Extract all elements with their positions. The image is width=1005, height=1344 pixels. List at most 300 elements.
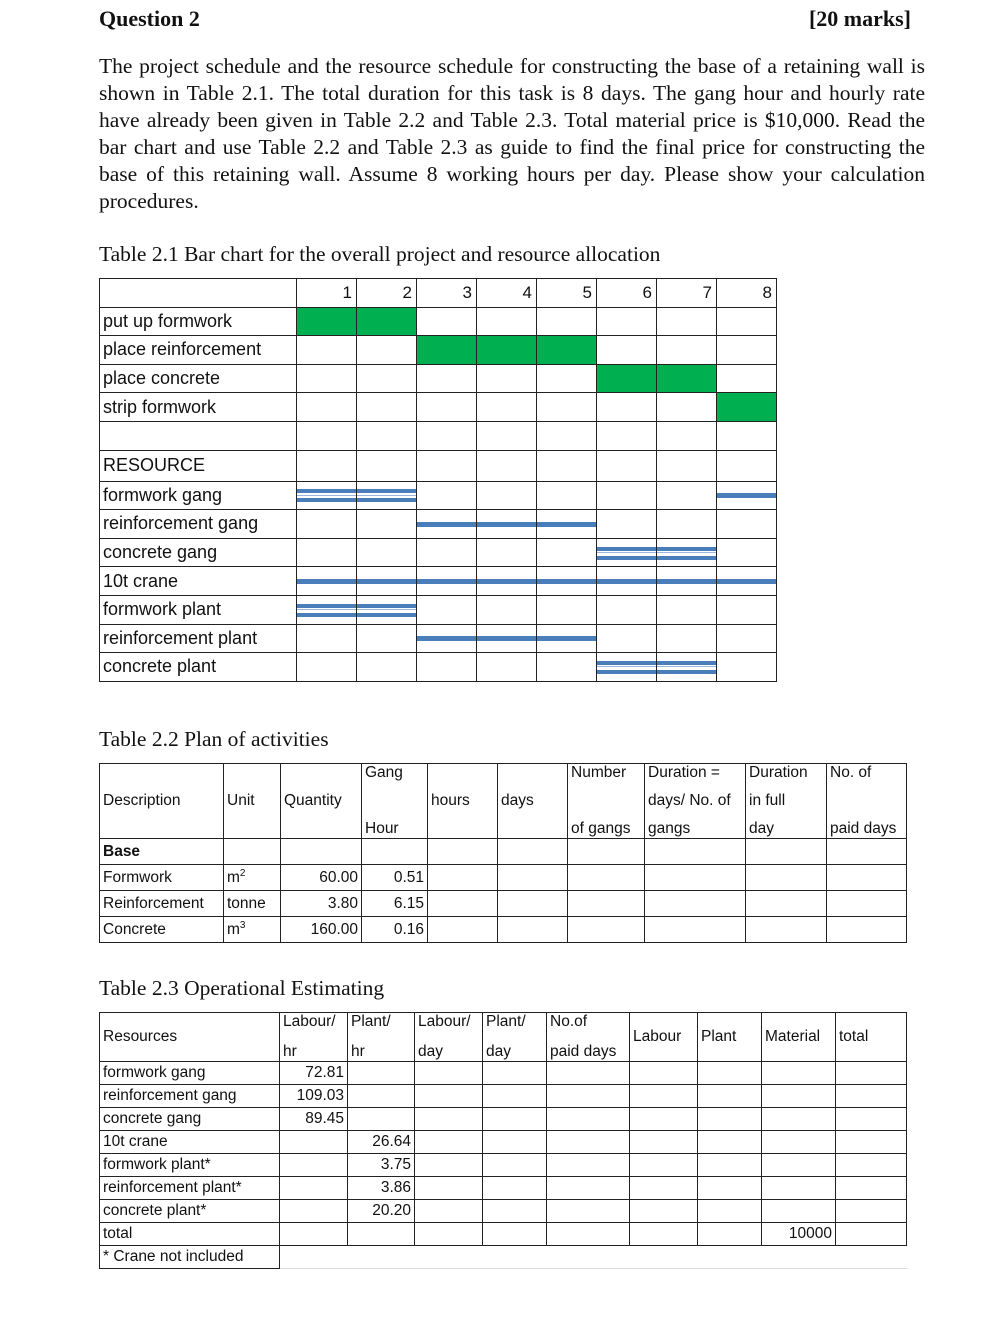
resource-cell-day-2 [357,595,417,624]
resource-row [100,510,777,539]
empty-cell [498,917,568,943]
empty-cell [762,1108,836,1131]
empty-cell [537,653,597,682]
activity-bar-day-6 [597,364,657,393]
empty-cell [657,510,717,539]
empty-cell [537,450,597,481]
empty-cell [417,307,477,336]
resource-row-label: concrete gang [100,538,297,567]
empty-cell [836,1177,907,1200]
empty-cell [630,1062,698,1085]
row-resource: reinforcement gang [100,1085,280,1108]
resource-cell-day-7 [657,653,717,682]
empty-cell [717,364,777,393]
header-quantity: Quantity [281,764,362,839]
resource-bar [657,547,717,560]
empty-cell [630,1200,698,1223]
row-plant-hr [348,1062,415,1085]
empty-cell [537,307,597,336]
row-plant-hr: 20.20 [348,1200,415,1223]
empty-cell [297,538,357,567]
resource-bar [657,661,717,674]
header-plant: Plant [698,1013,762,1062]
day-number: 5 [537,279,597,308]
empty-cell [698,1200,762,1223]
empty-cell [568,917,645,943]
empty-cell [836,1108,907,1131]
activity-bar-day-2 [357,307,417,336]
empty-cell [597,595,657,624]
row-description: Formwork [100,865,224,891]
empty-cell [630,1085,698,1108]
resource-bar [417,522,477,527]
table22-caption: Table 2.2 Plan of activities [99,727,329,751]
total-label: total [100,1223,280,1246]
empty-cell [280,1223,348,1246]
resource-cell-day-2 [357,481,417,510]
row-description: Reinforcement [100,891,224,917]
resource-bar [297,489,357,502]
empty-cell [537,421,597,450]
table22-header-row [100,764,907,839]
section-label: Base [100,839,224,865]
resource-cell-day-8 [717,481,777,510]
header-gang-hour: Gang Hour [362,764,428,839]
resource-estimate-row [100,1177,907,1200]
empty-cell [717,307,777,336]
header-labour-day: Labour/ day [415,1013,483,1062]
resource-cell-day-3 [417,567,477,596]
empty-cell [717,421,777,450]
empty-cell [717,624,777,653]
empty-cell [297,421,357,450]
header-hours: hours [428,764,498,839]
empty-cell [657,336,717,365]
resource-estimate-row [100,1085,907,1108]
resource-cell-day-2 [357,567,417,596]
resource-cell-day-6 [597,567,657,596]
empty-cell [498,865,568,891]
resource-row [100,595,777,624]
row-labour-hr [280,1154,348,1177]
question-header [99,6,911,32]
resource-cell-day-5 [537,567,597,596]
empty-cell [483,1200,547,1223]
header-material: Material [762,1013,836,1062]
resource-bar [657,579,717,584]
empty-cell [477,538,537,567]
header-plant-hr: Plant/ hr [348,1013,415,1062]
row-description: Concrete [100,917,224,943]
row-gang-hour: 6.15 [362,891,428,917]
empty-cell [547,1085,630,1108]
empty-cell [417,538,477,567]
resource-estimate-row [100,1154,907,1177]
empty-cell [762,1062,836,1085]
resource-cell-day-5 [537,510,597,539]
activity-plan-row [100,891,907,917]
resource-row [100,567,777,596]
empty-cell [498,891,568,917]
empty-cell [547,1154,630,1177]
resource-cell-day-4 [477,510,537,539]
day-header-row [100,279,777,308]
empty-cell [597,393,657,422]
footnote-row [100,1246,907,1269]
empty-cell [477,653,537,682]
activity-bar-day-7 [657,364,717,393]
empty-cell [417,653,477,682]
resource-bar [357,579,417,584]
total-row [100,1223,907,1246]
row-plant-hr [348,1085,415,1108]
empty-cell [477,364,537,393]
resource-cell-day-1 [297,481,357,510]
empty-cell [657,595,717,624]
empty-cell [630,1131,698,1154]
empty-cell [537,364,597,393]
empty-cell [297,510,357,539]
header-plant-day: Plant/ day [483,1013,547,1062]
empty-cell [297,450,357,481]
header-duration: Duration = days/ No. of gangs [645,764,746,839]
resource-bar [357,604,417,617]
activity-bar-day-8 [717,393,777,422]
activity-plan-row [100,865,907,891]
resource-row [100,653,777,682]
empty-cell [477,595,537,624]
empty-cell [698,1154,762,1177]
empty-cell [483,1177,547,1200]
table22-section-row [100,839,907,865]
empty-cell [836,1200,907,1223]
resource-cell-day-4 [477,624,537,653]
resource-bar [537,636,597,641]
day-header-blank [100,279,297,308]
empty-cell [357,336,417,365]
table23-caption: Table 2.3 Operational Estimating [99,976,385,1000]
empty-cell [717,510,777,539]
empty-cell [357,624,417,653]
empty-cell [357,393,417,422]
resource-bar [597,579,657,584]
header-labour-hr: Labour/ hr [280,1013,348,1062]
empty-cell [537,595,597,624]
resource-row-label: reinforcement plant [100,624,297,653]
empty-cell [717,653,777,682]
empty-cell [597,450,657,481]
resource-row-label: concrete plant [100,653,297,682]
activity-row-label: strip formwork [100,393,297,422]
empty-cell [547,1200,630,1223]
empty-cell [428,917,498,943]
empty-cell [597,510,657,539]
resource-bar [357,489,417,502]
activity-bar-day-3 [417,336,477,365]
row-quantity: 3.80 [281,891,362,917]
empty-cell [415,1085,483,1108]
empty-cell [547,1108,630,1131]
empty-cell [415,1177,483,1200]
activity-row [100,336,777,365]
operational-estimating-table [99,1012,907,1269]
activity-row-label: put up formwork [100,307,297,336]
resource-bar [297,604,357,617]
empty-cell [417,595,477,624]
resource-cell-day-4 [477,567,537,596]
row-plant-hr: 3.75 [348,1154,415,1177]
empty-cell [483,1154,547,1177]
empty-cell [477,481,537,510]
empty-cell [417,364,477,393]
empty-cell [746,865,827,891]
row-unit: $m^2$ [224,865,281,891]
resource-estimate-row [100,1131,907,1154]
table21-caption: Table 2.1 Bar chart for the overall project and resource allocation [99,242,661,266]
row-labour-hr: 109.03 [280,1085,348,1108]
row-labour-hr: 89.45 [280,1108,348,1131]
empty-cell [415,1062,483,1085]
empty-cell [657,307,717,336]
resource-cell-day-7 [657,538,717,567]
empty-cell [417,481,477,510]
table23-header-row [100,1013,907,1062]
activity-row [100,393,777,422]
empty-cell [717,595,777,624]
empty-cell [630,1177,698,1200]
resource-cell-day-5 [537,624,597,653]
empty-cell [417,393,477,422]
row-resource: concrete gang [100,1108,280,1131]
resource-bar [477,522,537,527]
resource-estimate-row [100,1200,907,1223]
empty-cell [568,891,645,917]
resource-cell-day-3 [417,624,477,653]
activity-row-label: place concrete [100,364,297,393]
material-total: 10000 [762,1223,836,1246]
resource-row-label: formwork gang [100,481,297,510]
empty-cell [698,1108,762,1131]
row-labour-hr [280,1177,348,1200]
resource-header-row [100,450,777,481]
empty-cell [597,307,657,336]
activity-bar-day-5 [537,336,597,365]
empty-cell [357,364,417,393]
empty-cell [348,1223,415,1246]
activity-row [100,307,777,336]
empty-cell [483,1131,547,1154]
resource-bar [297,579,357,584]
empty-cell [477,450,537,481]
empty-cell [297,364,357,393]
empty-cell [597,624,657,653]
empty-cell [645,917,746,943]
activity-bar-day-1 [297,307,357,336]
plan-of-activities-table [99,763,907,943]
empty-cell [547,1131,630,1154]
resource-bar [417,636,477,641]
empty-cell [483,1085,547,1108]
empty-cell [547,1177,630,1200]
header-resources: Resources [100,1013,280,1062]
resource-cell-day-6 [597,538,657,567]
empty-cell [717,538,777,567]
empty-cell [836,1154,907,1177]
resource-row-label: reinforcement gang [100,510,297,539]
empty-cell [537,538,597,567]
empty-cell [746,917,827,943]
row-gang-hour: 0.16 [362,917,428,943]
empty-cell [483,1223,547,1246]
question-title: Question 2 [99,6,200,31]
header-total: total [836,1013,907,1062]
empty-cell [477,307,537,336]
empty-cell [657,624,717,653]
empty-cell [417,450,477,481]
empty-cell [698,1223,762,1246]
row-plant-hr: 26.64 [348,1131,415,1154]
resource-bar [717,579,777,584]
row-plant-hr [348,1108,415,1131]
row-labour-hr [280,1200,348,1223]
empty-cell [630,1108,698,1131]
empty-cell [836,1085,907,1108]
row-labour-hr: 72.81 [280,1062,348,1085]
resource-bar [537,579,597,584]
day-number: 7 [657,279,717,308]
empty-cell [657,450,717,481]
empty-cell [547,1223,630,1246]
spacer-row [100,421,777,450]
header-labour: Labour [630,1013,698,1062]
row-quantity: 160.00 [281,917,362,943]
header-description: Description [100,764,224,839]
resource-cell-day-7 [657,567,717,596]
empty-cell [547,1062,630,1085]
resource-bar [597,547,657,560]
empty-cell [827,865,907,891]
resource-row-label: formwork plant [100,595,297,624]
day-number: 2 [357,279,417,308]
spacer-row-label [100,421,297,450]
empty-cell [698,1177,762,1200]
footnote: * Crane not included [100,1246,280,1269]
empty-cell [357,538,417,567]
empty-cell [827,917,907,943]
row-resource: concrete plant* [100,1200,280,1223]
day-number: 4 [477,279,537,308]
empty-cell [428,865,498,891]
row-labour-hr [280,1131,348,1154]
resource-row [100,481,777,510]
empty-cell [477,393,537,422]
activity-row-label: place reinforcement [100,336,297,365]
empty-cell [657,393,717,422]
header-paid-days: No. of paid days [827,764,907,839]
empty-cell [597,481,657,510]
empty-cell [836,1223,907,1246]
resource-bar [537,522,597,527]
empty-cell [537,481,597,510]
empty-cell [357,510,417,539]
empty-cell [657,421,717,450]
empty-cell [717,450,777,481]
question-intro: The project schedule and the resource schedule for constructing the base of a retaining wall is shown in Table 2.1. The total duration for this task is 8 days. The gang hour and hourly rate have already been given in Table 2.2 and Table 2.3. Total material price is $10,000. Read the bar chart and use Table 2.2 and Table 2.3 as guide to find the final price for constructing the base of this retaining wall. Assume 8 working hours per day. Please show your calculation procedures. [99,54,925,213]
activity-plan-row [100,917,907,943]
empty-cell [417,421,477,450]
empty-cell [415,1131,483,1154]
day-number: 1 [297,279,357,308]
row-unit: tonne [224,891,281,917]
header-paid-days: No.of paid days [547,1013,630,1062]
empty-cell [762,1154,836,1177]
empty-cell [657,481,717,510]
header-duration-full-day: Duration in full day [746,764,827,839]
row-resource: 10t crane [100,1131,280,1154]
day-number: 3 [417,279,477,308]
empty-cell [297,653,357,682]
question-marks: [20 marks] [808,6,911,31]
resource-row [100,538,777,567]
header-unit: Unit [224,764,281,839]
empty-cell [762,1200,836,1223]
empty-cell [415,1154,483,1177]
empty-cell [836,1131,907,1154]
row-resource: formwork gang [100,1062,280,1085]
empty-cell [746,891,827,917]
row-resource: reinforcement plant* [100,1177,280,1200]
activity-bar-day-4 [477,336,537,365]
empty-cell [415,1223,483,1246]
resource-row-label: 10t crane [100,567,297,596]
empty-cell [762,1131,836,1154]
empty-cell [645,865,746,891]
empty-cell [698,1062,762,1085]
empty-cell [357,421,417,450]
empty-cell [297,624,357,653]
empty-cell [836,1062,907,1085]
empty-cell [477,421,537,450]
resource-header-row-label: RESOURCE [100,450,297,481]
resource-row [100,624,777,653]
empty-cell [428,891,498,917]
activity-row [100,364,777,393]
resource-cell-day-3 [417,510,477,539]
empty-cell [762,1085,836,1108]
empty-cell [357,653,417,682]
resource-bar [417,579,477,584]
empty-cell [698,1131,762,1154]
empty-cell [630,1223,698,1246]
empty-cell [415,1108,483,1131]
resource-cell-day-8 [717,567,777,596]
empty-cell [537,393,597,422]
row-gang-hour: 0.51 [362,865,428,891]
row-unit: $m^3$ [224,917,281,943]
day-number: 8 [717,279,777,308]
empty-cell [483,1062,547,1085]
resource-bar [477,579,537,584]
header-days: days [498,764,568,839]
row-quantity: 60.00 [281,865,362,891]
empty-cell [827,891,907,917]
empty-cell [568,865,645,891]
header-number-of-gangs: Number of gangs [568,764,645,839]
empty-cell [357,450,417,481]
row-resource: formwork plant* [100,1154,280,1177]
resource-cell-day-1 [297,595,357,624]
empty-cell [762,1177,836,1200]
